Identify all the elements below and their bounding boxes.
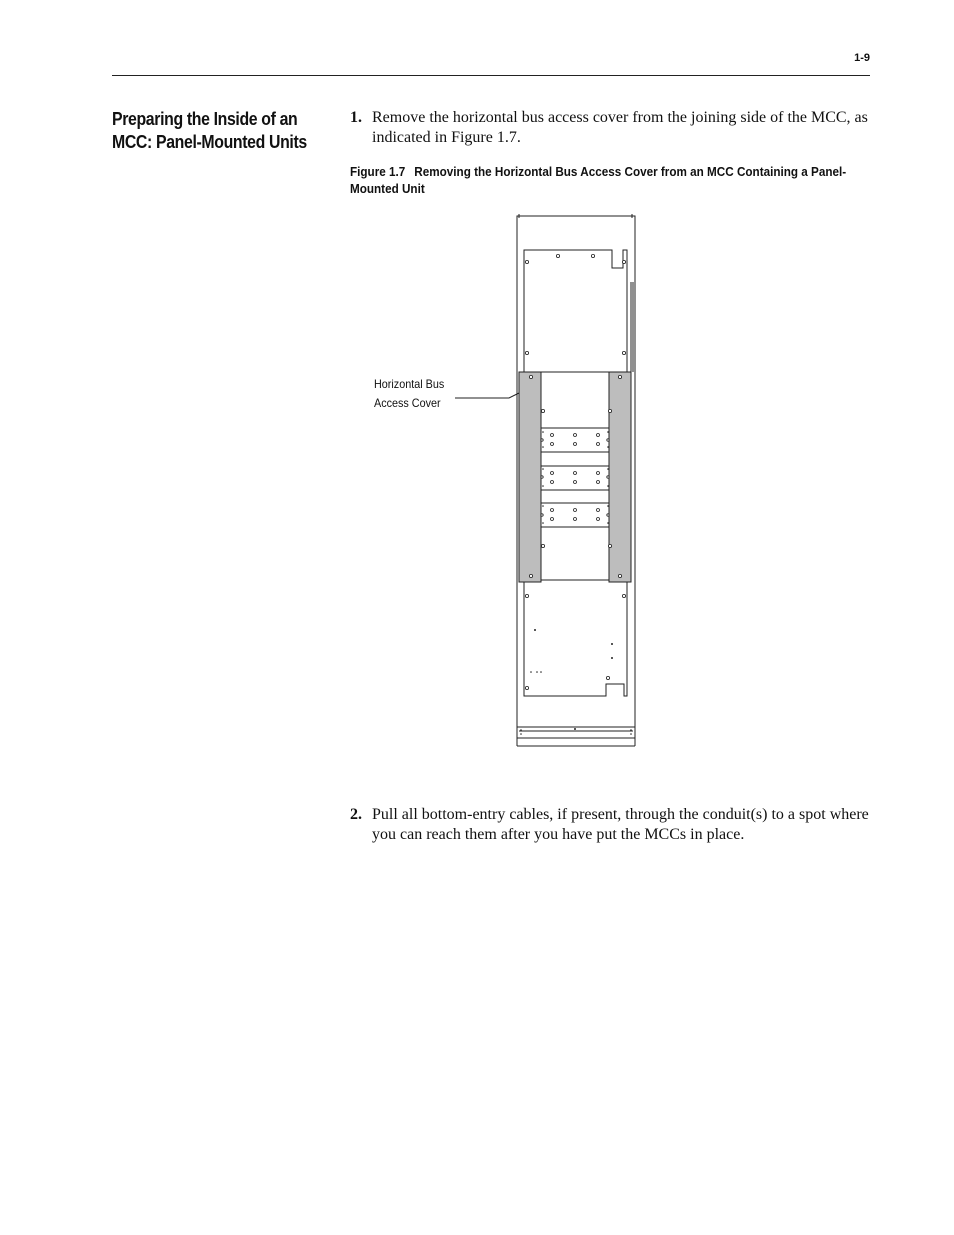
callout-leader (455, 393, 519, 398)
step-2-number: 2. (350, 806, 362, 823)
callout-line-1: Horizontal Bus (374, 377, 445, 391)
step-2-text: Pull all bottom-entry cables, if present, through the conduit(s) to a spot where you can reach them after you have put the MCCs in place. (372, 806, 869, 843)
bus-bar-1 (540, 428, 610, 452)
callout-label (374, 375, 444, 413)
upper-panel (524, 250, 627, 372)
bus-bar-3 (540, 503, 610, 527)
step-1-number: 1. (350, 109, 362, 126)
horizontal-bus-access-cover-right (609, 372, 631, 582)
callout-line-2: Access Cover (374, 396, 441, 410)
step-1-text: Remove the horizontal bus access cover from the joining side of the MCC, as indicated in Figure 1.7. (372, 109, 868, 146)
page-number: 1-9 (854, 52, 870, 64)
bus-bar-2 (540, 466, 610, 490)
section-heading: Preparing the Inside of an MCC: Panel-Mounted Units (112, 109, 307, 152)
step-2 (350, 805, 870, 845)
lower-panel (524, 580, 627, 696)
horizontal-bus-access-cover-left (519, 372, 541, 582)
figure-label: Figure 1.7 (350, 164, 406, 179)
figure-title: Removing the Horizontal Bus Access Cover from an MCC Containing a Panel-Mounted Unit (350, 164, 847, 196)
